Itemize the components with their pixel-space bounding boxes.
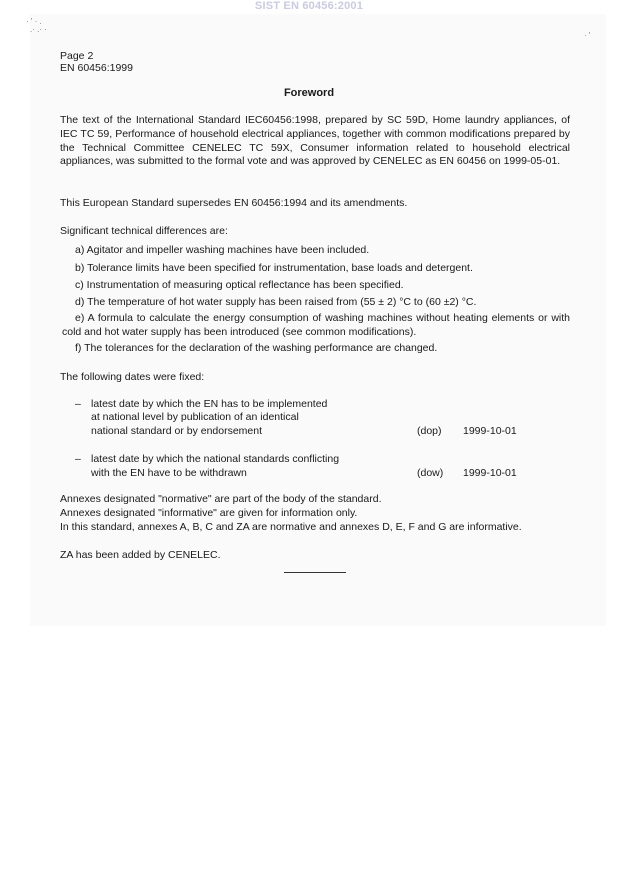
date-code: (dow)	[417, 467, 444, 479]
differences-heading: Significant technical differences are:	[60, 225, 228, 237]
date-value: 1999-10-01	[463, 425, 517, 437]
difference-item: a) Agitator and impeller washing machines have been included.	[75, 244, 370, 256]
date-code: (dop)	[417, 425, 442, 437]
difference-item: f) The tolerances for the declaration of the washing performance are changed.	[75, 342, 438, 354]
date-description-line: at national level by publication of an identical	[91, 411, 299, 423]
scan-speck: · ' · .	[26, 17, 42, 26]
end-rule	[284, 572, 346, 573]
difference-item: b) Tolerance limits have been specified for instrumentation, base loads and detergent.	[75, 262, 473, 274]
page-number: Page 2	[60, 50, 94, 62]
annex-informative-line: Annexes designated "informative" are given for information only.	[60, 507, 358, 519]
dash-bullet: –	[75, 398, 81, 410]
section-title: Foreword	[283, 87, 335, 99]
supersedes-paragraph: This European Standard supersedes EN 60456:1994 and its amendments.	[60, 197, 408, 209]
scan-speck: · '	[584, 31, 591, 40]
za-note: ZA has been added by CENELEC.	[60, 549, 221, 561]
scan-speck: .· .· ·	[30, 25, 47, 34]
difference-item: e) A formula to calculate the energy consumption of washing machines without heating elements or with cold and hot water supply has been introduced (see common modifications).	[62, 312, 570, 338]
difference-item: d) The temperature of hot water supply has been raised from (55 ± 2) °C to (60 ±2) °C.	[75, 296, 477, 308]
document-id: EN 60456:1999	[60, 62, 133, 74]
date-description-line: latest date by which the national standards conflicting	[91, 453, 340, 465]
annex-list-paragraph: In this standard, annexes A, B, C and ZA are normative and annexes D, E, F and G are informative.	[60, 521, 522, 533]
dash-bullet: –	[75, 453, 81, 465]
difference-item: c) Instrumentation of measuring optical reflectance has been specified.	[75, 279, 404, 291]
date-description-line: with the EN have to be withdrawn	[91, 467, 247, 479]
watermark: SIST EN 60456:2001	[254, 0, 364, 12]
dates-heading: The following dates were fixed:	[60, 371, 205, 383]
annex-normative-line: Annexes designated "normative" are part of the body of the standard.	[60, 493, 382, 505]
date-description-line: latest date by which the EN has to be implemented	[91, 398, 328, 410]
date-value: 1999-10-01	[463, 467, 517, 479]
date-description-line: national standard or by endorsement	[91, 425, 263, 437]
intro-paragraph: The text of the International Standard IEC60456:1998, prepared by SC 59D, Home laundry appliances, of IEC TC 59, Performance of household electrical appliances, together with common modifications prepared by the Technical Committee CENELEC TC 59X, Consumer information related to household electrical appliances, was submitted to the formal vote and was approved by CENELEC as EN 60456 on 1999-05-01.	[60, 114, 570, 168]
